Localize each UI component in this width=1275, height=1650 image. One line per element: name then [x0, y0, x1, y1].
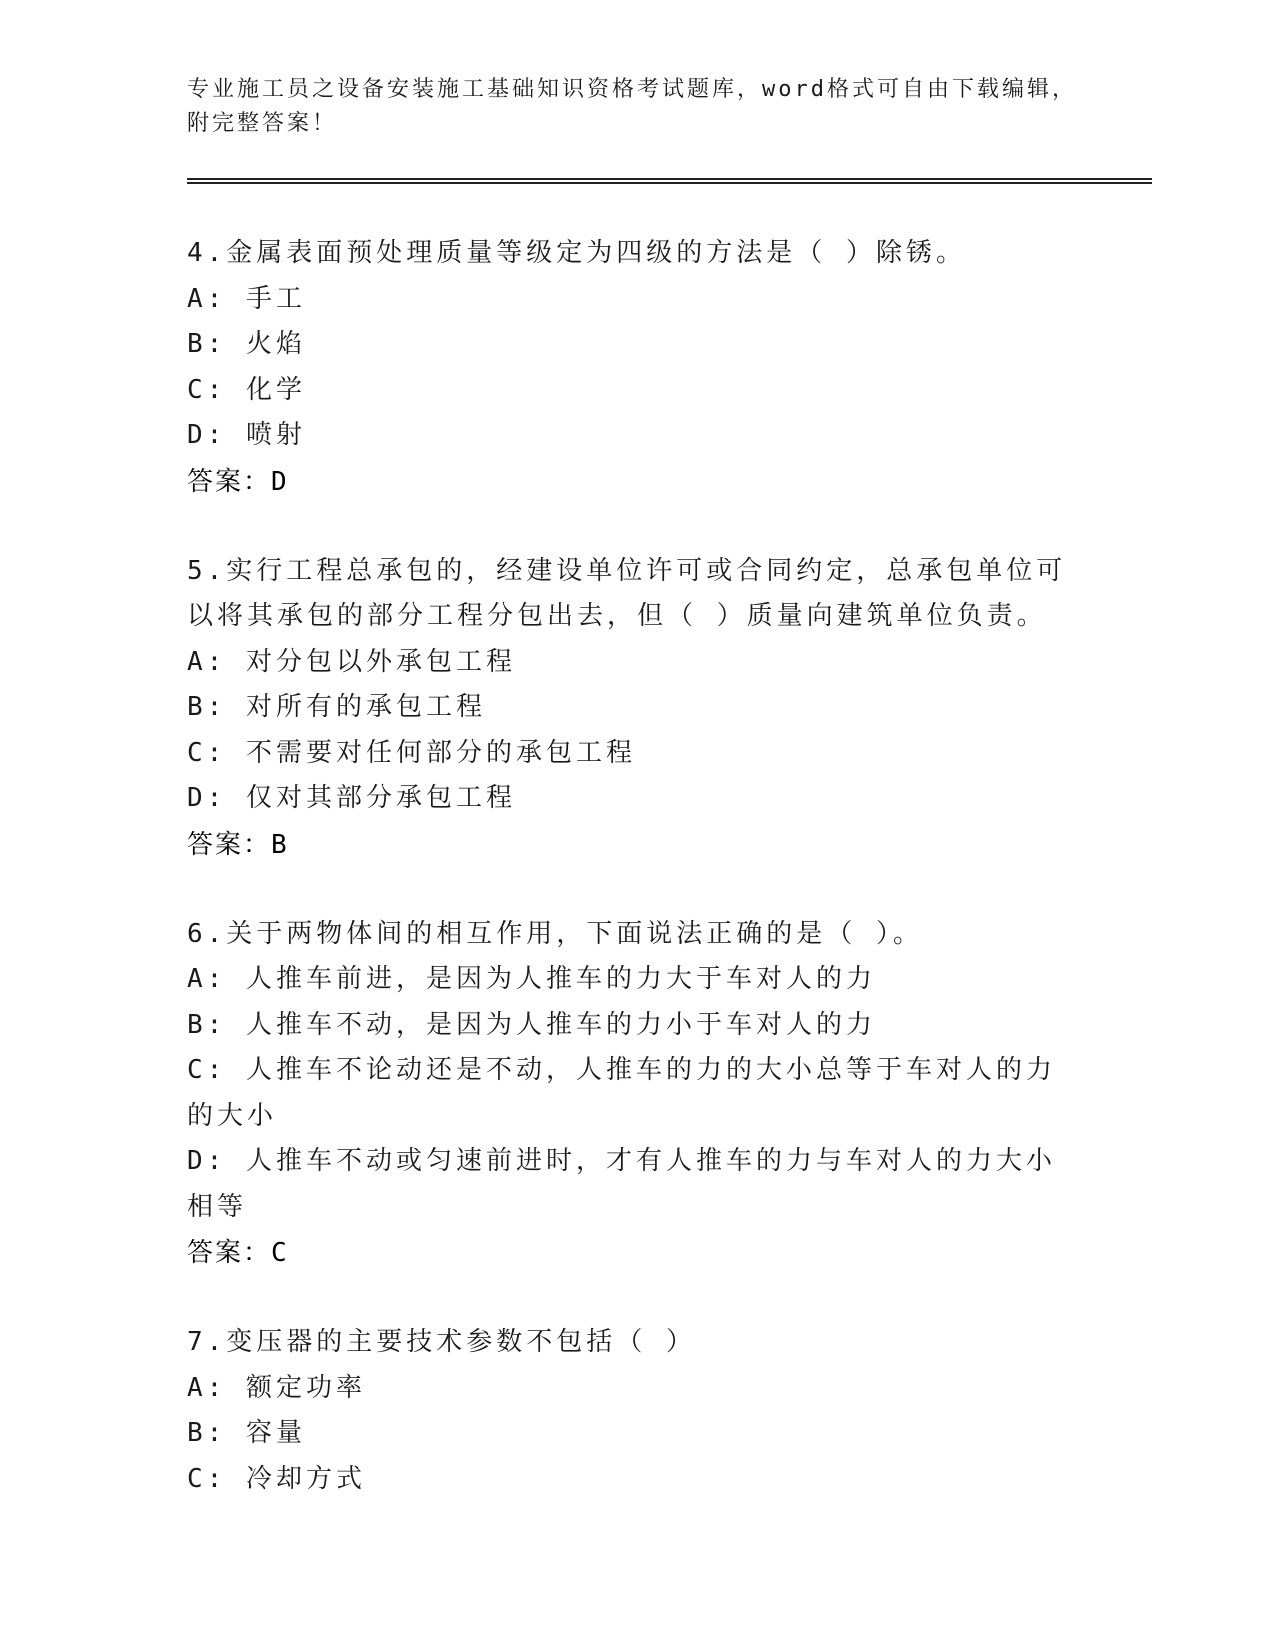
- option-c: C: 人推车不论动还是不动，人推车的力的大小总等于车对人的力的大小: [187, 1055, 1056, 1131]
- question-stem: 5.实行工程总承包的，经建设单位许可或合同约定，总承包单位可以将其承包的部分工程分包出去，但（ ）质量向建筑单位负责。: [187, 555, 1067, 631]
- question-list: [187, 231, 1067, 1546]
- question-stem: 4.金属表面预处理质量等级定为四级的方法是（ ）除锈。: [187, 238, 966, 268]
- option-b: B: 火焰: [187, 329, 306, 359]
- option-d: D: 人推车不动或匀速前进时，才有人推车的力与车对人的力大小相等: [187, 1146, 1056, 1222]
- option-b: B: 容量: [187, 1418, 306, 1448]
- answer-line: 答案：C: [187, 1238, 289, 1268]
- question-stem: 7.变压器的主要技术参数不包括（ ）: [187, 1327, 696, 1357]
- question-stem: 6.关于两物体间的相互作用，下面说法正确的是（ ）。: [187, 918, 923, 949]
- option-b: B: 对所有的承包工程: [187, 692, 486, 722]
- option-d: D: 喷射: [187, 420, 306, 450]
- header-line-1: 专业施工员之设备安装施工基础知识资格考试题库，word格式可自由下载编辑，: [187, 77, 1077, 102]
- question-7: [187, 1320, 1067, 1502]
- option-d: D: 仅对其部分承包工程: [187, 783, 516, 813]
- answer-line: 答案：B: [187, 829, 289, 860]
- option-c: C: 冷却方式: [187, 1463, 366, 1494]
- option-a: A: 人推车前进，是因为人推车的力大于车对人的力: [187, 964, 876, 994]
- option-c: C: 化学: [187, 374, 306, 405]
- question-5: [187, 549, 1067, 868]
- question-6: [187, 912, 1067, 1277]
- answer-line: 答案：D: [187, 466, 289, 497]
- option-b: B: 人推车不动，是因为人推车的力小于车对人的力: [187, 1009, 876, 1040]
- option-a: A: 对分包以外承包工程: [187, 646, 516, 677]
- option-c: C: 不需要对任何部分的承包工程: [187, 737, 636, 768]
- header-divider: [187, 178, 1152, 184]
- header-line-2: 附完整答案！: [187, 111, 338, 136]
- document-header: [187, 73, 1087, 141]
- question-4: [187, 231, 1067, 505]
- option-a: A: 额定功率: [187, 1372, 366, 1403]
- option-a: A: 手工: [187, 283, 306, 314]
